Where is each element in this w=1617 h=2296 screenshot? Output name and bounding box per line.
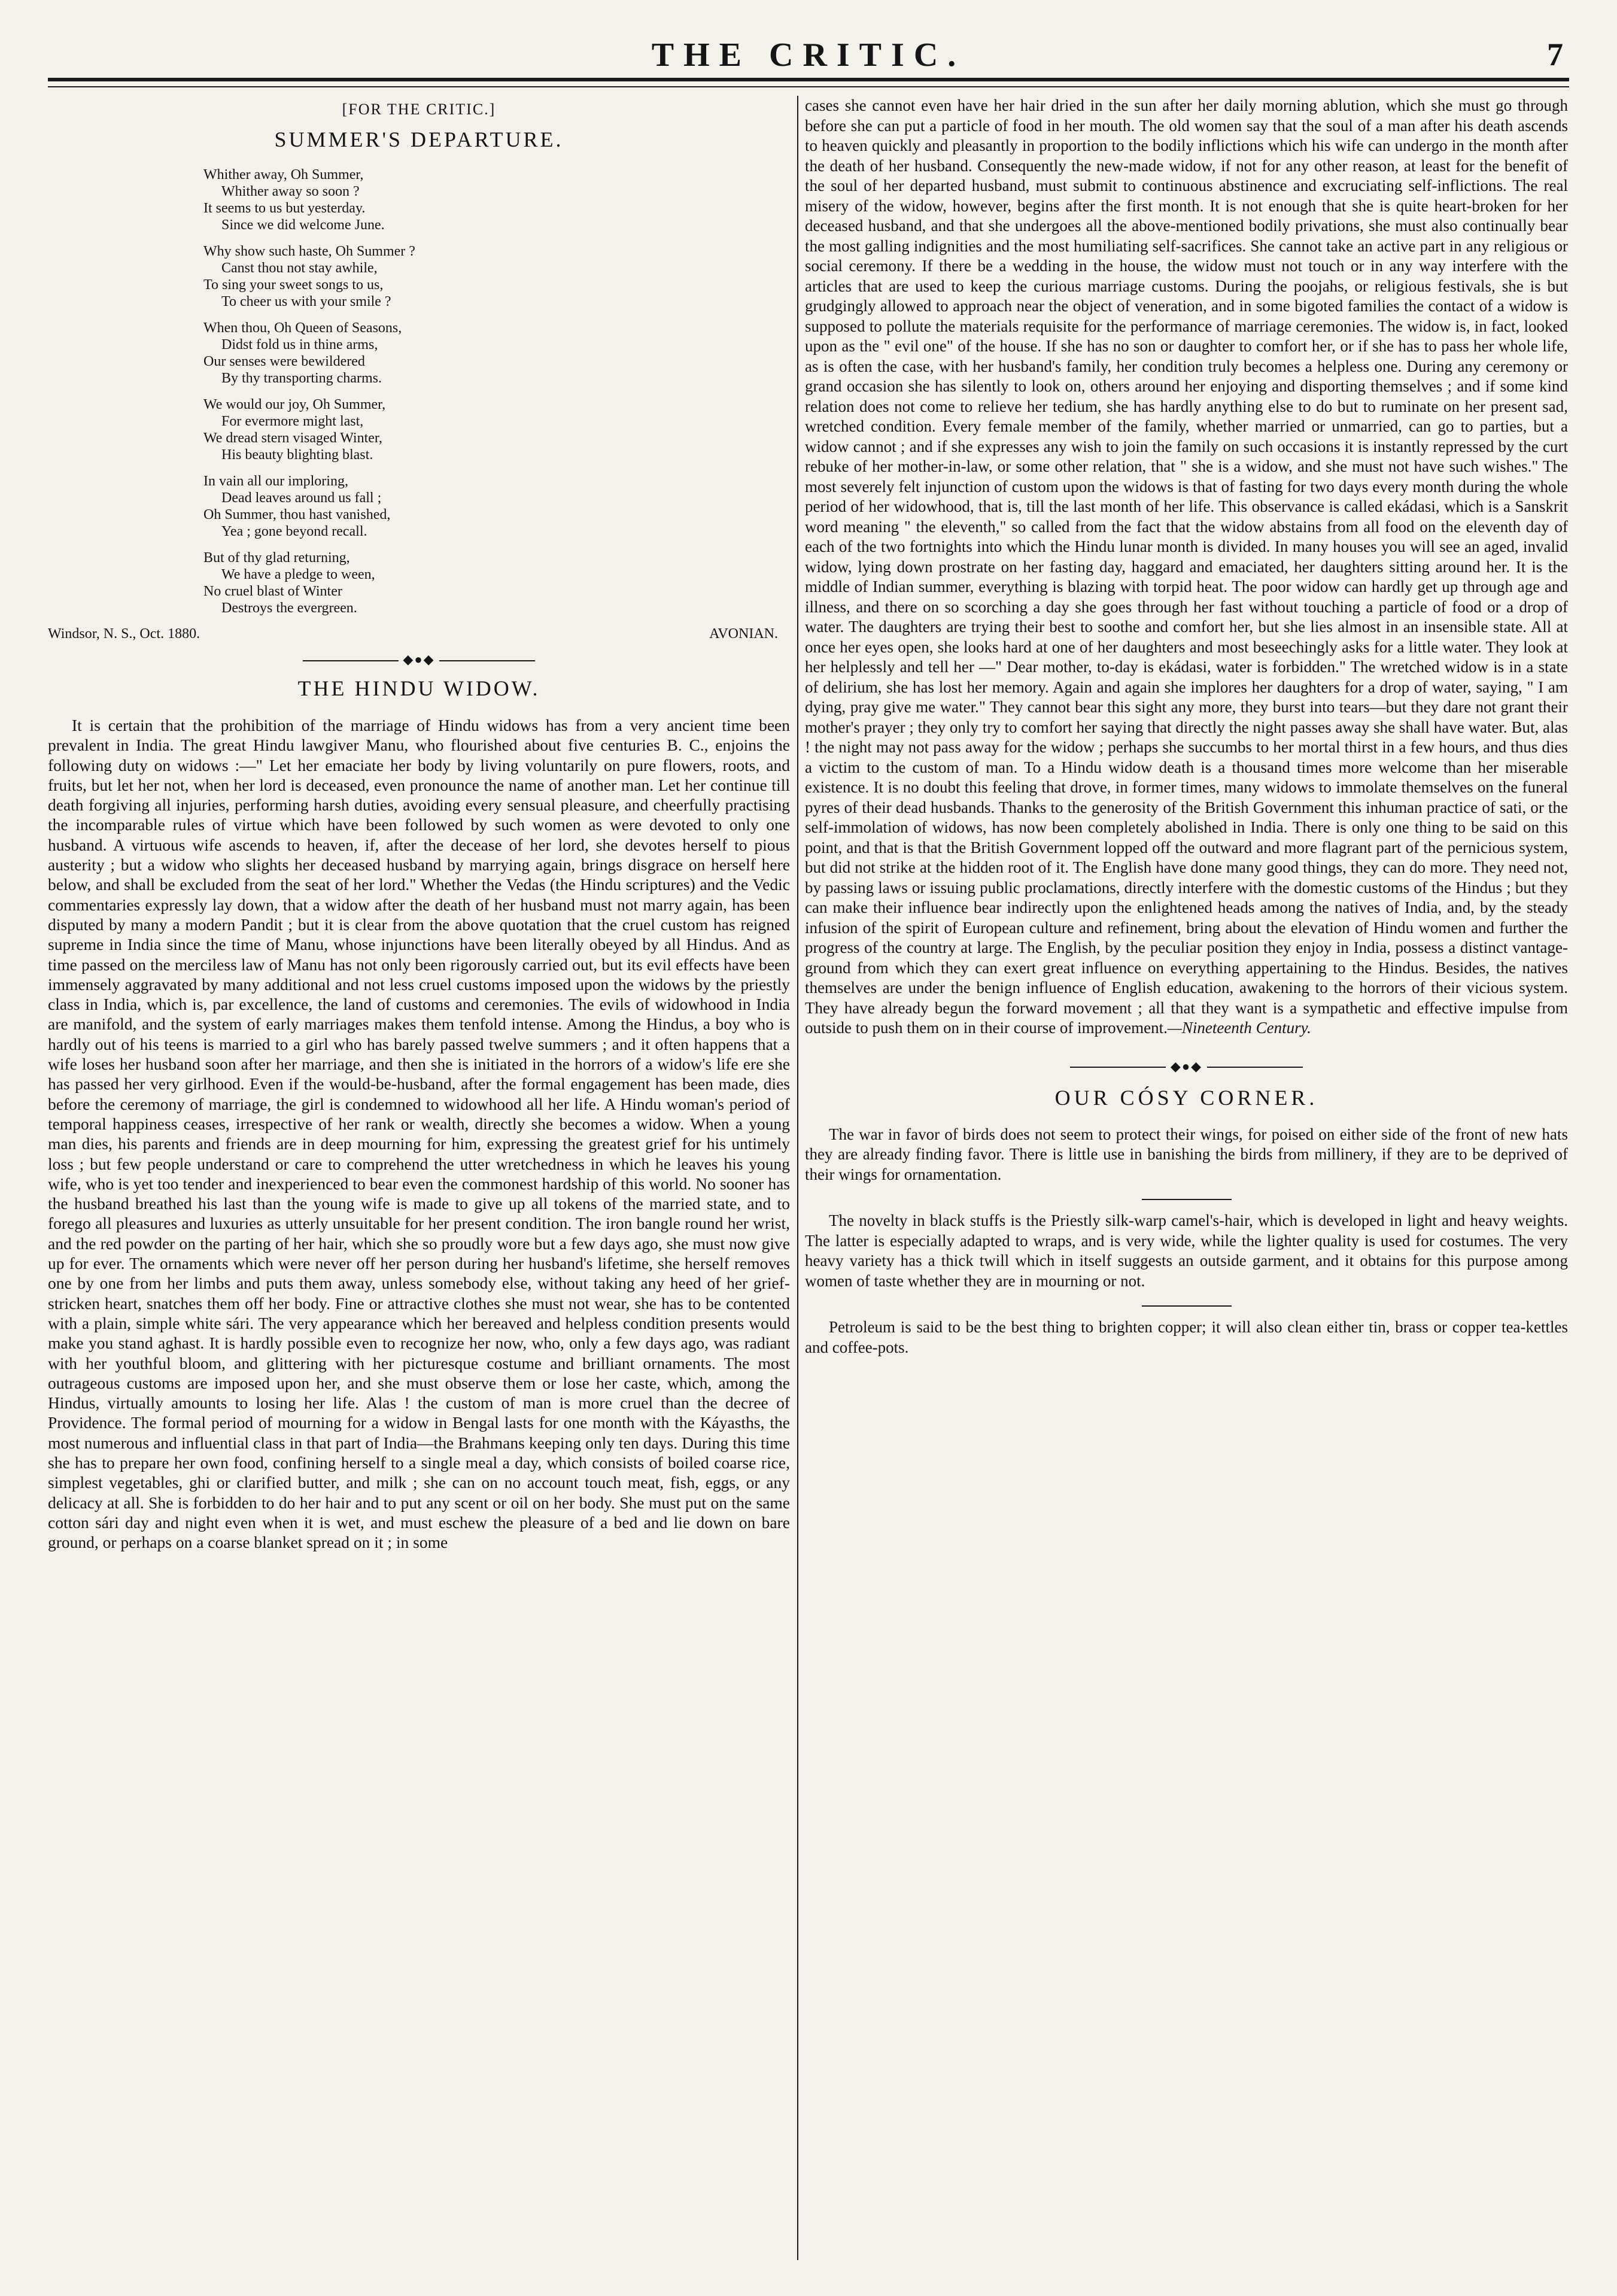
cosy-paragraph: Petroleum is said to be the best thing to brighten copper; it will also clean either tin, brass or copper tea-kettles and coffee-pots.	[805, 1318, 1568, 1356]
poem-stanza	[203, 396, 790, 463]
poem-line: Whither away so soon ?	[221, 184, 360, 199]
poem-stanza	[203, 243, 790, 310]
left-column	[48, 96, 790, 2260]
poem-line: Oh Summer, thou hast vanished,	[203, 507, 391, 523]
poem-stanza	[203, 320, 790, 387]
poem-line: Why show such haste, Oh Summer ?	[203, 244, 415, 259]
cosy-paragraph: The war in favor of birds does not seem to protect their wings, for poised on either side of the front of new hats they are already finding favor. There is little use in banishing the birds from millinery, if they are to be deprived of their wings for ornamentation.	[805, 1125, 1568, 1183]
section-ornament: ◆●◆	[48, 652, 790, 667]
article-body-right	[805, 96, 1568, 1038]
column-title: OUR CÓSY CORNER.	[1054, 1085, 1318, 1110]
paragraph-rule	[1142, 1199, 1232, 1200]
poem-place-date: Windsor, N. S., Oct. 1880.	[48, 626, 200, 642]
article-continuation: cases she cannot even have her hair dried in the sun after her daily morning ablution, which she must go through before she can put a particle of food in her mouth. The old women say that the soul of a man after his death ascends to heaven quickly and pleasantly in proportion to the bodily inflictions which his wife can undergo in the month after the death of her husband. Consequently the new-made widow, if not for any other reason, at least for the benefit of the soul of her departed husband, must submit to continuous abstinence and excruciating self-inflictions. The real misery of the widow, however, begins after the first month. It is not enough that she is quite heart-broken for her deceased husband, and that she undergoes all the above-mentioned bodily privations, she must also continually bear the most galling indignities and the most humiliating self-sacrifices. She cannot take an active part in any religious or social ceremony. If there be a wedding in the house, the widow must not touch or in any way interfere with the articles that are used to keep the curious marriage customs. During the poojahs, or religious festivals, she is but grudgingly allowed to approach near the object of veneration, and in some bigoted families the contact of a widow is supposed to pollute the materials requisite for the performance of marriage ceremonies. The widow is, in fact, looked upon as the " evil one" of the house. If she has no son or daughter to comfort her, or if she has to pass her whole life, as is often the case, with her husband's family, her condition truly becomes a helpless one. During any ceremony or grand occasion she has silently to look on, others around her enjoying and disporting themselves ; and if some kind relation does not come to relieve her tedium, she has hardly anything else to do but to ruminate on her present sad, wretched condition. Every female member of the family, whether married or unmarried, can go to parties, but a widow cannot ; and if she expresses any wish to join the family on such occasions it is instantly repressed by the curt rebuke of her mother-in-law, or some other relation, that " she is a widow, and she must not have such wishes." The most severely felt injunction of custom upon the widows is that of fasting for two days every month during the whole period of her widowhood, that is, till the last month of her life. This observance is called ekádasi, which is a Sanskrit word meaning " the eleventh," so called from the fact that the widow abstains from all food on the eleventh day of each of the two fortnights into which the Hindu lunar month is divided. In many houses you will see an aged, invalid widow, lying down prostrate on her fasting day, haggard and emaciated, her daughters sitting around her. It is the middle of Indian summer, everything is blazing with torpid heat. The poor widow can hardly get up through age and illness, and there on so scorching a day she goes through her fast without touching a particle of food or a drop of water. The daughters are trying their best to soothe and comfort her, but she lies almost in an insensible state. All at once her eyes open, she looks hard at one of her daughters and most beseechingly asks for a little water. They look at her helplessly and tell her —" Dear mother, to-day is ekádasi, water is forbidden." The wretched widow is in a state of delirium, she has lost her memory. Again and again she implores her daughters for a drop of water, saying, " I am dying, pray give me water." They cannot bear this sight any more, they burst into tears—but they dare not grant their mother's prayer ; they only try to comfort her saying that directly the night passes away she shall have water. But, alas ! the night may not pass away for the widow ; perhaps she succumbs to her mortal thirst in a few hours, and thus dies a victim to the custom of man. To a Hindu widow death is a thousand times more welcome than her miserable existence. It is no doubt this feeling that drove, in former times, many widows to immolate themselves on the funeral pyres of their dead husbands. Thanks to the generosity of the British Government this inhuman practice of sati, or the self-immolation of widows, has now been completely abolished in India. There is only one thing to be said on this point, and that is that the British Government lopped off the outward and more flagrant part of the pernicious system, but did not strike at the hidden root of it. The English have done many good things, they can do more. They need not, by passing laws or issuing public proclamations, directly interfere with the domestic customs of the Hindus ; but they can make their influence bear indirectly upon the enlightened heads among the natives of India, and, by the steady infusion of the spirit of European culture and refinement, bring about the elevation of Hindu women and further the progress of the country at large. The English, by the peculiar position they enjoy in India, possess a distinct vantage-ground from which they can exert great influence on everything appertaining to the Hindus. Besides, the natives themselves are under the benign influence of English education, awakening to the horrors of their vicious system. They have already begun the forward movement ; all that they want is a sympathetic and effective impulse from outside to push them on in their course of improvement.	[805, 96, 1568, 1037]
poem-line: To sing your sweet songs to us,	[203, 277, 384, 293]
poem-title: SUMMER'S DEPARTURE.	[274, 127, 564, 151]
section-ornament: ◆●◆	[805, 1059, 1568, 1074]
poem-line: Yea ; gone beyond recall.	[221, 524, 367, 539]
poem-line: Didst fold us in thine arms,	[221, 337, 378, 353]
poem-line: We dread stern visaged Winter,	[203, 430, 382, 446]
poem-author: AVONIAN.	[709, 626, 778, 642]
poem-line: When thou, Oh Queen of Seasons,	[203, 320, 402, 336]
poem-line: Whither away, Oh Summer,	[203, 167, 364, 183]
poem-line: In vain all our imploring,	[203, 473, 348, 489]
article-source: —Nineteenth Century.	[1167, 1019, 1311, 1037]
poem-footer	[48, 626, 778, 642]
poem-body	[203, 166, 790, 616]
masthead	[48, 31, 1569, 73]
poem-line: Canst thou not stay awhile,	[221, 260, 378, 276]
right-column	[805, 96, 1568, 2260]
column-divider	[797, 96, 798, 2260]
paragraph-rule	[1142, 1305, 1232, 1307]
poem-line: For evermore might last,	[221, 414, 364, 429]
poem-line: By thy transporting charms.	[221, 370, 382, 386]
poem-line: No cruel blast of Winter	[203, 584, 342, 599]
poem-line: We have a pledge to ween,	[221, 567, 375, 582]
publication-title: THE CRITIC.	[651, 37, 966, 74]
article-body-left: It is certain that the prohibition of the marriage of Hindu widows has from a very ancient time been prevalent in India. The great Hindu lawgiver Manu, who flourished about five centuries B. C., enjoins the following duty on widows :—" Let her emaciate her body by living voluntarily on pure flowers, roots, and fruits, but let her not, when her lord is deceased, even pronounce the name of another man. Let her continue till death forgiving all injuries, performing harsh duties, avoiding every sensual pleasure, and cheerfully practising the incomparable rules of virtue which have been followed by such women as were devoted to only one husband. A virtuous wife ascends to heaven, if, after the decease of her lord, she devotes herself to pious austerity ; but a widow who slights her deceased husband by marrying again, brings disgrace on herself here below, and shall be excluded from the seat of her lord." Whether the Vedas (the Hindu scriptures) and the Vedic commentaries expressly lay down, that a widow after the death of her husband must not marry again, has been disputed by many a modern Pandit ; but it is clear from the above quotation that the cruel custom has reigned supreme in India since the time of Manu, whose injunctions have been literally obeyed by all Hindus. And as time passed on the merciless law of Manu has not only been rigorously carried out, but its evil effects have been immensely aggravated by many additional and not less cruel customs imposed upon the widows by the priestly class in India, which is, par excellence, the land of customs and ceremonies. The evils of widowhood in India are manifold, and the system of early marriages makes them tenfold intense. Among the Hindus, a boy who is hardly out of his teens is married to a girl who has barely passed twelve summers ; and it often happens that a wife loses her husband soon after her marriage, and then she is initiated in the horrors of a widow's life ere she has passed her very girlhood. Even if the would-be-husband, after the formal engagement has been made, dies before the ceremony of marriage, the girl is condemned to widowhood all her life. A Hindu woman's period of temporal happiness ceases, irrespective of her rank or wealth, directly she becomes a widow. When a young man dies, his parents and friends are in deep mourning for him, expressing the greatest grief for his untimely loss ; but few people understand or care to comprehend the utter wretchedness in which he leaves his young wife, who is yet too tender and inexperienced to bear even the commonest hardship of this world. No sooner has the husband breathed his last than the young wife is made to give up all tokens of the married state, and to forego all pleasures and luxuries as utterly unsuitable for her present condition. The iron bangle round her wrist, and the red powder on the parting of her hair, which she so proudly wore but a few days ago, she must now give up for ever. The ornaments which were never off her person during her husband's lifetime, she herself removes one by one from her limbs and puts them away, unless somebody else, without taking any heed of her grief-stricken heart, snatches them off her body. Fine or attractive clothes she must not wear, she has to be contented with a plain, simple white sári. The very appearance which her bereaved and helpless condition presents would make you stand aghast. It is hardly possible even to recognize her now, who, only a few days ago, was radiant with her youthful bloom, and glittering with her picturesque costume and brilliant ornaments. The most outrageous customs are imposed upon her, and she must observe them or lose her caste, which, among the Hindus, virtually amounts to losing her life. Alas ! the custom of man is more cruel than the decree of Providence. The formal period of mourning for a widow in Bengal lasts for one month with the Káyasths, the most numerous and influential class in that part of India—the Brahmans keeping only ten days. During this time she has to prepare her own food, confining herself to a single meal a day, which consists of boiled coarse rice, simplest vegetables, ghi or clarified butter, and milk ; she can on no account touch meat, fish, eggs, or any delicacy at all. She is forbidden to do her hair and to put any scent or oil on her body. She must put on the same cotton sári day and night even when it is wet, and must eschew the pleasure of a bed and lie down on bare ground, or perhaps on a coarse blanket spread on it ; in some	[48, 716, 790, 1552]
masthead-rule	[48, 78, 1569, 87]
poem-source-note: [FOR THE CRITIC.]	[342, 101, 496, 118]
page-number: 7	[1547, 37, 1563, 72]
poem-stanza	[203, 473, 790, 540]
poem-line: Our senses were bewildered	[203, 354, 365, 369]
poem-line: Destroys the evergreen.	[221, 600, 357, 616]
poem-stanza	[203, 166, 790, 233]
poem-stanza	[203, 549, 790, 616]
poem-line: But of thy glad returning,	[203, 550, 350, 566]
cosy-paragraph: The novelty in black stuffs is the Priestly silk-warp camel's-hair, which is developed in light and heavy weights. The latter is especially adapted to wraps, and is very wide, while the lighter quality is used for costumes. The very heavy variety has a thick twill which in itself suggests an outside garment, and it obtains for this purpose among women of taste whether they are in mourning or not.	[805, 1211, 1568, 1290]
poem-line: It seems to us but yesterday.	[203, 201, 366, 216]
poem-line: Since we did welcome June.	[221, 217, 385, 233]
article-title: THE HINDU WIDOW.	[297, 676, 540, 700]
poem-line: Dead leaves around us fall ;	[221, 490, 382, 506]
poem-line: We would our joy, Oh Summer,	[203, 397, 386, 412]
poem-line: To cheer us with your smile ?	[221, 294, 391, 309]
poem-line: His beauty blighting blast.	[221, 447, 373, 463]
